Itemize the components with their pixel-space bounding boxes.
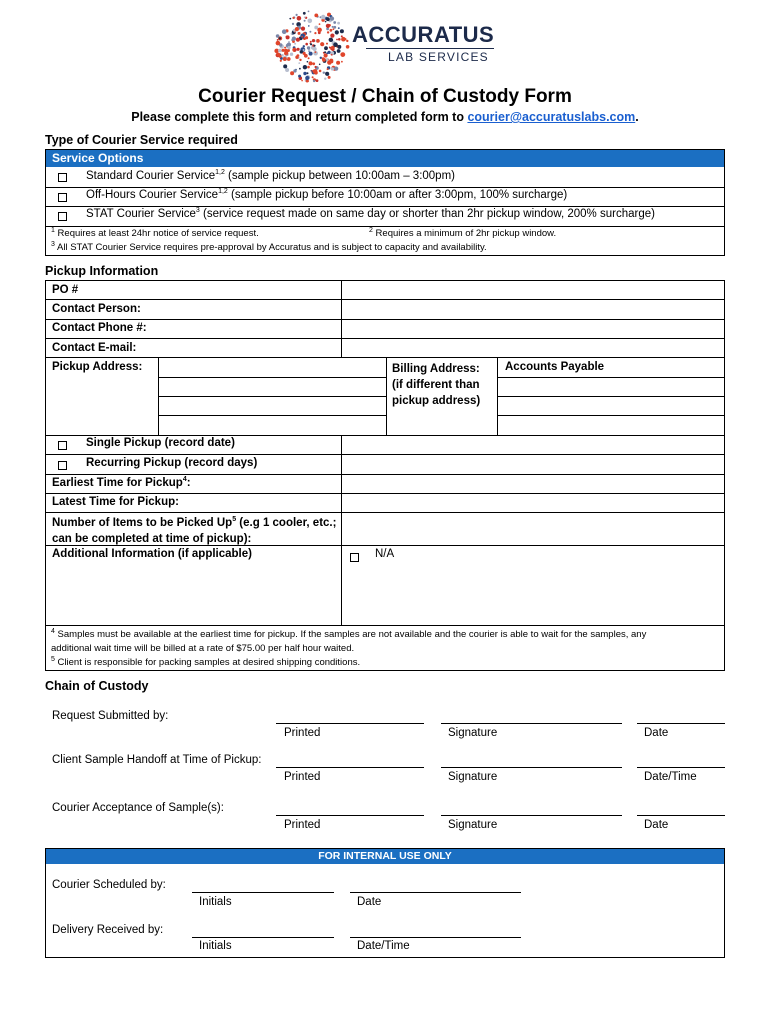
logo-dot: [307, 66, 310, 69]
logo-dot: [312, 76, 314, 78]
logo-dot: [301, 27, 305, 31]
logo-dot: [292, 17, 294, 19]
delivery-initials-line[interactable]: [192, 937, 334, 938]
logo-dot: [305, 76, 309, 80]
logo-dot: [337, 49, 341, 53]
logo-dot: [308, 11, 310, 13]
logo-dot: [346, 40, 348, 42]
logo-dot: [313, 80, 315, 82]
logo-dot: [329, 59, 333, 63]
off-hours-footnote-ref: 1,2: [218, 188, 228, 196]
logo-dot: [334, 67, 338, 71]
logo-dot: [296, 38, 300, 42]
handoff-signature-label: Signature: [448, 771, 498, 783]
items-field[interactable]: [342, 513, 724, 545]
logo-dot: [298, 32, 301, 35]
logo-dot: [308, 57, 310, 59]
logo-dot: [327, 68, 329, 70]
stat-detail: (service request made on same day or shorter than 2hr pickup window, 200% surcharge): [199, 208, 655, 220]
footnote-1-text: Requires at least 24hr notice of service request.: [54, 228, 259, 239]
request-signature-line[interactable]: [441, 723, 622, 724]
recurring-pickup-label: Recurring Pickup (record days): [86, 457, 258, 469]
divider: [497, 377, 725, 378]
single-pickup-row[interactable]: [45, 435, 341, 454]
logo-dot: [309, 31, 311, 33]
earliest-time-text: Earliest Time for Pickup: [52, 477, 183, 489]
logo-dot: [316, 79, 319, 82]
footnote-4-num: 4: [51, 627, 55, 635]
logo-dot: [298, 62, 300, 64]
divider: [497, 415, 725, 416]
service-option-off-hours[interactable]: [45, 187, 725, 206]
logo-dot: [289, 18, 291, 20]
logo-dot: [336, 61, 340, 65]
logo-dot: [320, 57, 322, 59]
na-checkbox[interactable]: [350, 553, 359, 562]
logo-dot: [299, 68, 301, 70]
recurring-pickup-row[interactable]: [45, 454, 341, 474]
footnote-1: [51, 228, 259, 239]
earliest-time-label: [52, 477, 191, 489]
stat-name: STAT Courier Service: [86, 208, 196, 220]
pickup-heading: Pickup Information: [45, 264, 159, 278]
additional-info-field[interactable]: [342, 546, 724, 625]
additional-info-label: Additional Information (if applicable): [52, 548, 252, 560]
off-hours-checkbox[interactable]: [58, 193, 67, 202]
logo-dot: [294, 49, 296, 51]
page-title: Courier Request / Chain of Custody Form: [198, 86, 572, 107]
logo-dot: [324, 46, 328, 50]
logo: [270, 6, 510, 86]
standard-checkbox[interactable]: [58, 173, 67, 182]
logo-name: ACCURATUS: [352, 22, 495, 47]
logo-dot: [290, 53, 293, 56]
logo-dot: [277, 39, 279, 41]
logo-dot: [309, 61, 313, 65]
single-pickup-label: Single Pickup (record date): [86, 437, 235, 449]
logo-dot: [315, 66, 317, 68]
logo-dot: [305, 43, 308, 46]
earliest-colon: :: [186, 477, 191, 489]
billing-address-label: [392, 361, 480, 409]
items-label: [52, 515, 336, 547]
contact-email-label: Contact E-mail:: [52, 342, 137, 354]
logo-dot: [303, 45, 305, 47]
divider: [386, 357, 387, 435]
pickup-address-label: Pickup Address:: [52, 361, 143, 373]
logo-dot: [335, 30, 339, 34]
footnote-1-num: 1: [51, 226, 55, 234]
recurring-pickup-checkbox[interactable]: [58, 461, 67, 470]
logo-dot: [276, 41, 281, 46]
acceptance-printed-label: Printed: [284, 819, 321, 831]
acceptance-printed-line[interactable]: [276, 815, 424, 816]
request-printed-label: Printed: [284, 727, 321, 739]
handoff-signature-line[interactable]: [441, 767, 622, 768]
logo-dot: [336, 39, 338, 41]
logo-dot: [324, 78, 326, 80]
service-options-header-label: Service Options: [52, 151, 144, 165]
na-label: N/A: [375, 548, 395, 560]
standard-label: [86, 170, 455, 182]
instructions: [0, 110, 770, 124]
service-options-header: [46, 150, 724, 167]
delivery-initials-label: Initials: [199, 940, 232, 952]
stat-checkbox[interactable]: [58, 212, 67, 221]
acceptance-signature-label: Signature: [448, 819, 498, 831]
logo-dot: [292, 23, 294, 25]
logo-dot: [329, 47, 331, 49]
logo-dot: [326, 24, 330, 28]
logo-dot: [314, 26, 318, 30]
items-line1: [52, 515, 336, 531]
request-date-label: Date: [644, 727, 669, 739]
logo-dot: [304, 20, 306, 22]
logo-dot: [320, 42, 324, 46]
logo-dot: [333, 42, 338, 47]
logo-dot: [319, 64, 321, 66]
logo-dot: [288, 58, 290, 60]
recurring-pickup-field[interactable]: [342, 455, 724, 474]
logo-dot: [307, 46, 310, 49]
logo-dot: [303, 49, 305, 51]
logo-dot: [294, 43, 296, 45]
divider: [45, 226, 725, 227]
divider: [45, 625, 725, 626]
logo-dot: [303, 65, 307, 69]
handoff-datetime-label: Date/Time: [644, 771, 697, 783]
logo-dot: [325, 72, 329, 76]
billing-value: Accounts Payable: [505, 361, 605, 373]
logo-dot: [303, 72, 306, 75]
contact-person-label: Contact Person:: [52, 303, 141, 315]
logo-dot: [299, 59, 301, 61]
handoff-datetime-line[interactable]: [637, 767, 725, 768]
acceptance-date-line[interactable]: [637, 815, 725, 816]
logo-dot: [291, 33, 293, 35]
footnote-3-text: All STAT Courier Service requires pre-approval by Accuratus and is subject to capacity and availability.: [54, 242, 487, 253]
logo-dot: [293, 69, 296, 72]
logo-dot: [307, 61, 309, 63]
logo-dot: [331, 51, 334, 54]
latest-time-label: Latest Time for Pickup:: [52, 496, 179, 508]
pickup-address-field[interactable]: [159, 358, 386, 435]
scheduled-date-label: Date: [357, 896, 382, 908]
footnote-3-num: 3: [51, 240, 55, 248]
logo-dot: [285, 68, 289, 72]
items-text: Number of Items to be Picked Up: [52, 517, 233, 529]
logo-dot: [325, 21, 327, 23]
logo-dot: [290, 71, 294, 75]
logo-dot: [330, 34, 334, 38]
items-line2: can be completed at time of pickup):: [52, 533, 252, 545]
off-hours-name: Off-Hours Courier Service: [86, 189, 219, 201]
delivery-datetime-label: Date/Time: [357, 940, 410, 952]
billing-address-line3: pickup address): [392, 395, 481, 407]
footnote-5-text: Client is responsible for packing samples at desired shipping conditions.: [54, 657, 361, 668]
logo-dot: [300, 34, 305, 39]
contact-phone-field[interactable]: [342, 320, 724, 338]
contact-person-field[interactable]: [342, 300, 724, 319]
service-option-standard[interactable]: [45, 168, 725, 187]
logo-dot: [319, 23, 321, 25]
logo-dot: [296, 14, 298, 16]
service-option-stat[interactable]: [45, 206, 725, 226]
logo-dot: [297, 48, 300, 51]
logo-dot: [327, 31, 329, 33]
logo-dot: [329, 38, 333, 42]
billing-address-line1: Billing Address:: [392, 363, 480, 375]
logo-dot: [340, 29, 344, 33]
logo-dot: [341, 35, 343, 37]
logo-dot: [341, 61, 343, 63]
logo-dot: [310, 41, 312, 43]
logo-dot: [309, 52, 313, 56]
logo-dot: [304, 17, 306, 19]
billing-address-line2: (if different than: [392, 379, 480, 391]
handoff-printed-line[interactable]: [276, 767, 424, 768]
logo-dot: [277, 53, 281, 57]
logo-dot: [326, 52, 328, 54]
logo-dot: [313, 47, 317, 51]
logo-dot: [315, 51, 317, 53]
logo-dot: [324, 51, 326, 53]
logo-dot: [282, 49, 285, 52]
logo-dot: [284, 47, 286, 49]
off-hours-label: [86, 189, 567, 201]
logo-dot: [283, 64, 287, 68]
items-footnote-ref: 5: [232, 516, 237, 524]
custody-heading: Chain of Custody: [45, 679, 149, 693]
standard-name: Standard Courier Service: [86, 170, 216, 182]
logo-dot: [310, 43, 312, 45]
standard-footnote-ref: 1,2: [215, 169, 225, 177]
logo-dot: [333, 21, 336, 24]
logo-dot: [314, 32, 316, 34]
logo-dot: [276, 34, 280, 38]
instructions-period: .: [635, 110, 639, 124]
logo-dot: [316, 39, 320, 43]
logo-dot: [337, 22, 340, 25]
logo-dot: [344, 38, 346, 40]
logo-dot: [307, 72, 309, 74]
footnote-2: [369, 228, 556, 239]
logo-dot: [301, 80, 303, 82]
logo-dot: [308, 25, 310, 27]
logo-dot: [284, 49, 288, 53]
contact-email-field[interactable]: [342, 339, 724, 357]
earliest-footnote-ref: 4: [182, 476, 187, 484]
logo-dot: [279, 37, 281, 39]
delivery-received-label: Delivery Received by:: [52, 924, 164, 936]
logo-dot: [319, 70, 322, 73]
logo-dot: [278, 49, 281, 52]
logo-dot: [338, 38, 341, 41]
logo-dot: [314, 14, 318, 18]
logo-dot: [304, 54, 308, 58]
logo-dot: [330, 29, 333, 32]
footnote-4-line2: additional wait time will be billed at a rate of $75.00 per half hour waited.: [51, 643, 355, 654]
single-pickup-field[interactable]: [342, 436, 724, 454]
logo-dot: [308, 19, 313, 24]
logo-dot: [295, 27, 299, 31]
logo-dot: [332, 26, 334, 28]
logo-dot: [317, 28, 322, 33]
contact-phone-label: Contact Phone #:: [52, 322, 147, 334]
courier-acceptance-label: Courier Acceptance of Sample(s):: [52, 802, 224, 814]
logo-dot: [301, 36, 303, 38]
logo-dot: [333, 28, 335, 30]
instructions-text: Please complete this form and return completed form to: [131, 110, 468, 124]
logo-dot: [292, 37, 296, 41]
po-field[interactable]: [342, 281, 724, 299]
stat-label: [86, 208, 655, 220]
logo-dot: [326, 43, 328, 45]
logo-subtitle: LAB SERVICES: [388, 50, 489, 64]
logo-dot: [346, 45, 350, 49]
request-submitted-label: Request Submitted by:: [52, 710, 169, 722]
client-handoff-label: Client Sample Handoff at Time of Pickup:: [52, 754, 262, 766]
logo-dot: [315, 40, 317, 42]
earliest-time-field[interactable]: [342, 475, 724, 493]
stat-footnote-ref: 3: [195, 207, 200, 215]
handoff-printed-label: Printed: [284, 771, 321, 783]
footnote-5: [51, 656, 721, 670]
logo-dot: [331, 67, 334, 70]
logo-dot: [280, 60, 282, 62]
logo-dot: [286, 35, 290, 39]
request-printed-line[interactable]: [276, 723, 424, 724]
off-hours-detail: (sample pickup before 10:00am or after 3:00pm, 100% surcharge): [227, 189, 568, 201]
logo-dot: [337, 45, 341, 49]
delivery-datetime-line[interactable]: [350, 937, 521, 938]
logo-dot: [300, 50, 303, 53]
footnote-4: [51, 628, 721, 670]
single-pickup-checkbox[interactable]: [58, 441, 67, 450]
logo-dot: [297, 16, 302, 21]
logo-dot: [312, 39, 315, 42]
request-date-line[interactable]: [637, 723, 725, 724]
logo-dot: [321, 15, 326, 20]
footnote-2-text: Requires a minimum of 2hr pickup window.: [372, 228, 557, 239]
logo-dot: [322, 58, 326, 62]
logo-dot: [326, 17, 330, 21]
logo-dot: [298, 75, 301, 78]
footnote-5-num: 5: [51, 655, 55, 663]
logo-dot: [330, 17, 334, 21]
standard-detail: (sample pickup between 10:00am – 3:00pm): [224, 170, 455, 182]
logo-dot: [283, 57, 287, 61]
logo-dot: [338, 27, 340, 29]
acceptance-signature-line[interactable]: [441, 815, 622, 816]
internal-use-header-label: FOR INTERNAL USE ONLY: [318, 850, 452, 862]
divider: [497, 357, 498, 435]
logo-dot: [286, 55, 288, 57]
logo-dot: [287, 46, 290, 49]
footnote-2-num: 2: [369, 226, 373, 234]
courier-scheduled-label: Courier Scheduled by:: [52, 879, 166, 891]
logo-dot: [312, 62, 315, 65]
scheduled-initials-line[interactable]: [192, 892, 334, 893]
latest-time-field[interactable]: [342, 494, 724, 512]
email-link[interactable]: courier@accuratuslabs.com: [467, 110, 636, 124]
logo-dot: [314, 45, 316, 47]
logo-dot: [282, 29, 287, 34]
logo-dot: [323, 72, 325, 74]
scheduled-date-line[interactable]: [350, 892, 521, 893]
logo-dot: [333, 26, 336, 29]
logo-divider: [366, 48, 494, 49]
logo-dot: [295, 56, 298, 59]
divider: [497, 396, 725, 397]
logo-mark-icon: [270, 6, 354, 86]
request-signature-label: Signature: [448, 727, 498, 739]
internal-use-header: [46, 849, 724, 864]
service-heading: Type of Courier Service required: [45, 133, 238, 147]
logo-dot: [340, 52, 345, 57]
po-label: PO #: [52, 284, 79, 296]
items-example: (e.g 1 cooler, etc.;: [236, 517, 337, 529]
footnote-3: [51, 242, 487, 253]
logo-dot: [328, 76, 331, 79]
footnote-4-text: Samples must be available at the earliest time for pickup. If the samples are not available and the courier is able to wait for the samples, any: [54, 629, 647, 640]
logo-dot: [303, 12, 306, 15]
scheduled-initials-label: Initials: [199, 896, 232, 908]
logo-dot: [313, 69, 318, 74]
acceptance-date-label: Date: [644, 819, 669, 831]
footnote-4-line1: [51, 628, 721, 642]
